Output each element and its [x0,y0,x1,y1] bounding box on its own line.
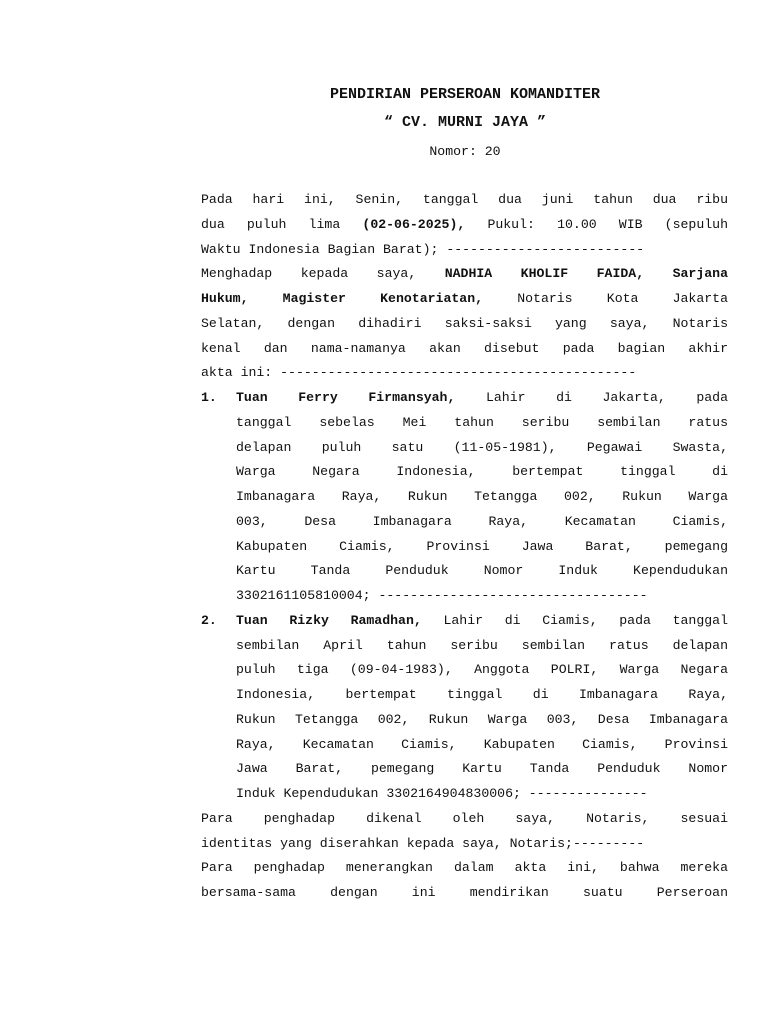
text-line: Warga Negara Indonesia, bertempat tinggal di [236,464,728,480]
text-line: delapan puluh satu (11-05-1981), Pegawai Swasta, [236,439,728,455]
text-line [201,287,728,312]
text-line: kenal dan nama-namanya akan disebut pada bagian akhir [201,340,728,356]
text-line: identitas yang diserahkan kepada saya, Notaris;--------- [201,835,645,851]
text-line: bersama-sama dengan ini mendirikan suatu Perseroan [201,885,728,900]
paragraph-notary [201,262,728,386]
text-line: Raya, Kecamatan Ciamis, Kabupaten Ciamis, Provinsi [236,736,728,752]
paragraph-statement [201,856,728,906]
item-number: 2. [201,612,217,628]
company-name: “ CV. MURNI JAYA ” [383,114,547,131]
text-line: Selatan, dengan dihadiri saksi-saksi yang saya, Notaris [201,315,728,331]
text-line [201,262,728,287]
text-span: Menghadap kepada saya, [201,266,445,282]
document-title: PENDIRIAN PERSEROAN KOMANDITER [329,86,601,103]
deed-number: Nomor: 20 [429,144,501,159]
text-line: Pada hari ini, Senin, tanggal dua juni tahun dua ribu [201,192,728,207]
text-line: tanggal sebelas Mei tahun seribu sembilan ratus [236,414,728,430]
text-span: Pukul: 10.00 WIB (sepuluh [465,216,728,232]
text-line [236,386,728,411]
text-line: Kartu Tanda Penduduk Nomor Induk Kependudukan [236,563,728,579]
text-line: akta ini: --------------------------------------------- [201,365,637,381]
text-line: Waktu Indonesia Bagian Barat); ------------------------- [201,241,645,257]
date-bold: (02-06-2025), [362,216,466,232]
text-line: Induk Kependudukan 3302164904830006; --------------- [236,786,648,801]
text-line: Para penghadap dikenal oleh saya, Notaris, sesuai [201,810,728,826]
text-line: Imbanagara Raya, Rukun Tetangga 002, Rukun Warga [236,489,728,504]
text-line: Rukun Tetangga 002, Rukun Warga 003, Desa Imbanagara [236,711,728,727]
list-item-1 [201,386,728,609]
deed-body [201,188,728,906]
text-line: Jawa Barat, pemegang Kartu Tanda Penduduk Nomor [236,761,728,777]
list-item-2 [201,609,728,807]
person-name: Tuan Ferry Firmansyah, [236,390,456,405]
text-line: puluh tiga (09-04-1983), Anggota POLRI, Warga Negara [236,662,728,678]
text-line: Kabupaten Ciamis, Provinsi Jawa Barat, pemegang [236,538,728,554]
text-span: dua puluh lima [201,216,363,232]
text-line [236,609,728,634]
text-line [201,213,728,238]
text-span: Notaris Kota Jakarta [483,291,728,306]
text-line: sembilan April tahun seribu sembilan ratus delapan [236,637,728,653]
text-line: Indonesia, bertempat tinggal di Imbanagara Raya, [236,687,728,702]
text-line: 3302161105810004; ---------------------------------- [236,588,648,603]
person-name: Tuan Rizky Ramadhan, [236,612,422,628]
notary-title: Hukum, Magister Kenotariatan, [201,291,484,306]
text-line: 003, Desa Imbanagara Raya, Kecamatan Ciamis, [236,513,728,529]
paragraph-identity [201,807,728,857]
notary-name: NADHIA KHOLIF FAIDA, Sarjana [444,266,728,282]
text-span: Lahir di Ciamis, pada tanggal [421,612,728,628]
paragraph-opening [201,188,728,262]
text-span: Lahir di Jakarta, pada [455,390,728,405]
item-number: 1. [201,390,217,405]
text-line: Para penghadap menerangkan dalam akta ini, bahwa mereka [201,860,728,876]
